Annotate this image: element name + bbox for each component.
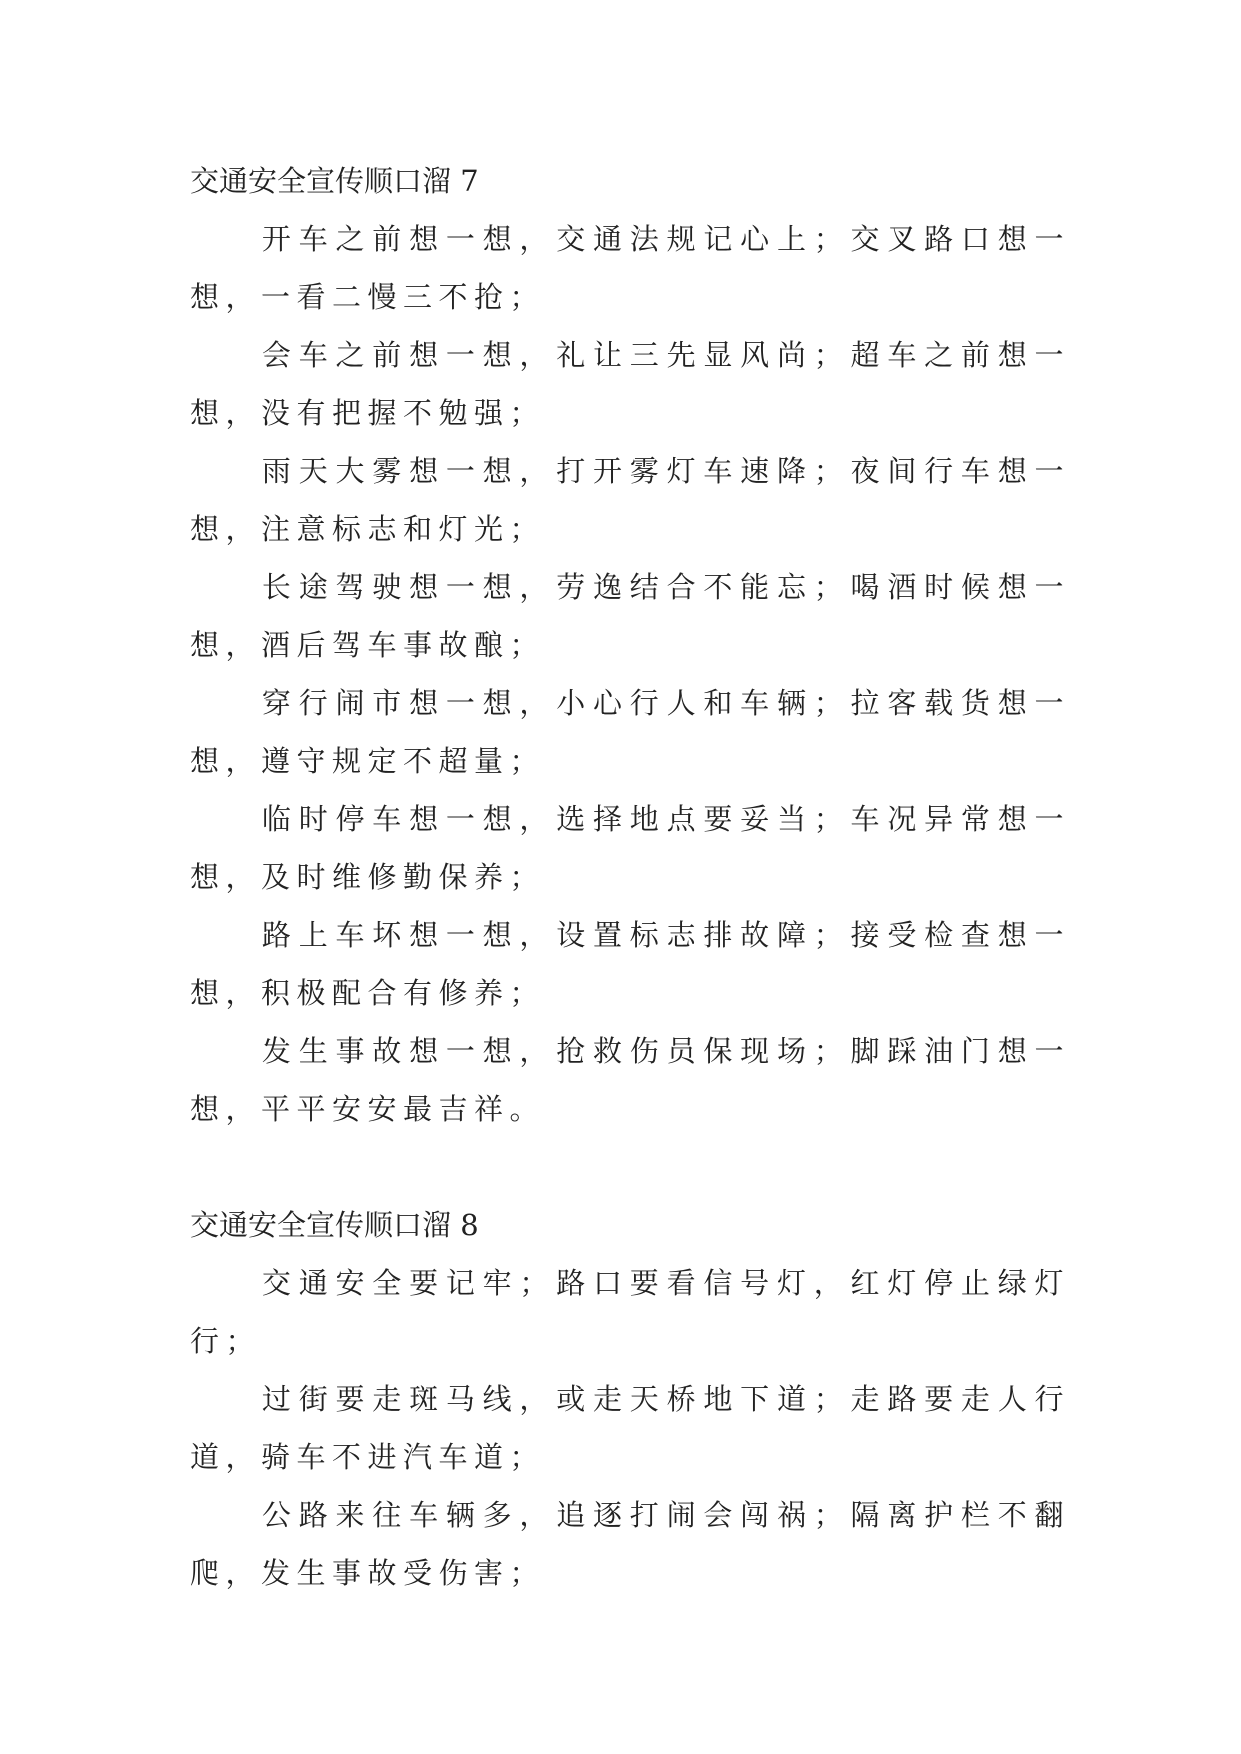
paragraph: 穿行闹市想一想，小心行人和车辆；拉客载货想一想，遵守规定不超量； (190, 686, 1070, 778)
paragraph: 临时停车想一想，选择地点要妥当；车况异常想一想，及时维修勤保养； (190, 802, 1070, 894)
paragraph: 公路来往车辆多，追逐打闹会闯祸；隔离护栏不翻爬，发生事故受伤害； (190, 1498, 1070, 1590)
section-7 (190, 152, 1070, 1138)
section-8 (190, 1196, 1070, 1602)
document-body (190, 152, 1070, 1602)
paragraph: 路上车坏想一想，设置标志排故障；接受检查想一想，积极配合有修养； (190, 918, 1070, 1010)
paragraph: 雨天大雾想一想，打开雾灯车速降；夜间行车想一想，注意标志和灯光； (190, 454, 1070, 546)
paragraph: 长途驾驶想一想，劳逸结合不能忘；喝酒时候想一想，酒后驾车事故酿； (190, 570, 1070, 662)
paragraph: 过街要走斑马线，或走天桥地下道；走路要走人行道，骑车不进汽车道； (190, 1382, 1070, 1474)
paragraph: 交通安全要记牢；路口要看信号灯，红灯停止绿灯行； (190, 1266, 1070, 1358)
section-title: 交通安全宣传顺口溜 7 (190, 164, 479, 198)
paragraph: 开车之前想一想，交通法规记心上；交叉路口想一想，一看二慢三不抢； (190, 222, 1070, 314)
paragraph: 发生事故想一想，抢救伤员保现场；脚踩油门想一想，平平安安最吉祥。 (190, 1034, 1070, 1126)
section-title: 交通安全宣传顺口溜 8 (190, 1208, 479, 1242)
paragraph: 会车之前想一想，礼让三先显风尚；超车之前想一想，没有把握不勉强； (190, 338, 1070, 430)
